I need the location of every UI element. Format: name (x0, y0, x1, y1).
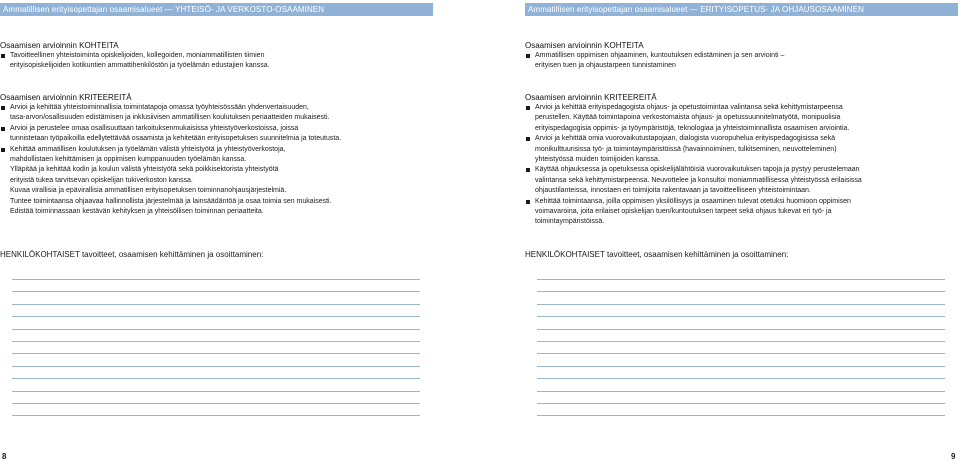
list-item-line: Käyttää ohjauksessa ja opetuksessa opiskelijälähtöisiä vuorovaikutuksen tapoja ja pystyy perustelemaan (535, 166, 860, 174)
right-kriteerit-list (525, 103, 957, 228)
list-item (0, 51, 432, 72)
right-page (525, 0, 960, 461)
right-hk-title: HENKILÖKOHTAISET tavoitteet, osaamisen kehittäminen ja osoittaminen: (525, 250, 789, 259)
right-kohteita-block (525, 40, 957, 72)
list-item-line: tasa-arvon/osallisuuden edistämisen ja inklusiivisen ammatillisen koulutuksen periaatteiden mukaisesti. (10, 114, 330, 122)
left-kohteita-title: Osaamisen arvioinnin KOHTEITA (0, 41, 119, 50)
list-item-line: erityispedagogisia oppimis- ja työympäristöjä, teknologiaa ja yhteistoiminnallista osaamisen arviointia. (535, 124, 850, 132)
left-page-number: 8 (2, 452, 7, 461)
right-kohteita-title: Osaamisen arvioinnin KOHTEITA (525, 41, 644, 50)
left-kriteerit-text: Edistää toiminnassaan kestävän kehityksen ja yhteisöllisen toiminnan periaatteita. (10, 208, 264, 216)
list-item-line: erityisen tuen ja ohjaustarpeen tunnistaminen (535, 62, 676, 70)
right-kriteerit-block (525, 92, 957, 228)
list-item-line: perustellen. Käyttää toimintapoina verkostomaista ohjaus- ja opetussuunnitelmatyötä, monipuolisia (535, 114, 841, 122)
list-item-line: yhteistyössä muiden toimijoiden kanssa. (535, 156, 660, 164)
left-kriteerit-text: erityistä tukea tarvitsevan opiskelijan tukiverkoston kanssa. (10, 176, 193, 184)
list-item-line: Kehittää toimintaansa, joilla oppimisen yksilöllisyys ja osaaminen tulevat otetuksi huomioon oppimisen (535, 197, 851, 205)
left-kriteerit-text: Ylläpitää ja kehittää kodin ja koulun välistä yhteistyötä sekä poikkisektorista yhteistyötä (10, 166, 279, 174)
list-item-line: toimintaympäristöissä. (535, 218, 605, 226)
list-item (525, 165, 957, 196)
list-item (525, 197, 957, 228)
left-kriteerit-text: Tuntee toimintaansa ohjaavaa hallinnollista järjestelmää ja lainsäädäntöä ja osaa toimia sen mukaisesti. (10, 197, 332, 205)
left-section-header: Ammatillisen erityisopettajan osaamisalueet — YHTEISÖ- JA VERKOSTO-OSAAMINEN (0, 3, 433, 16)
left-kohteita-list (0, 51, 432, 72)
list-item-line: ohjaustilanteissa, innostaen eri toimijoita rakentavaan ja tavoitteelliseen yhteistoimintaan. (535, 187, 811, 195)
list-item (525, 134, 957, 165)
list-item-line: Ammatillisen oppimisen ohjaaminen, kuntoutuksen edistäminen ja sen arviointi – (535, 52, 785, 59)
left-kriteerit-list (0, 103, 432, 165)
list-item-line: tunnistetaan työpaikoilla edellytettävää osaamista ja kehitetään erityisopetuksen suunnitelmia ja toteutusta. (10, 135, 342, 143)
left-kriteerit-text: Kuvaa virallisia ja epävirallisia ammatillisen erityisopetuksen toiminnanohjausjärjestelmiä. (10, 187, 287, 195)
left-kohteita-block (0, 40, 432, 72)
list-item (525, 51, 957, 72)
list-item-line: voimavaroina, joita erilaiset opiskelijan tuen/kuntoutuksen tarpeet sekä ohjaus tukevat eri työ- ja (535, 208, 832, 216)
list-item-line: Arvioi ja kehittää yhteistoiminnallisia toimintatapoja omassa työyhteisössään yhdenvertaisuuden, (10, 104, 309, 111)
right-kriteerit-title: Osaamisen arvioinnin KRITEEREITÄ (525, 93, 657, 102)
right-kohteita-list (525, 51, 957, 72)
list-item-line: Tavoitteellinen yhteistoiminta opiskelijoiden, kollegoiden, moniammatillisten tiimien (10, 52, 265, 59)
list-item-line: Kehittää ammatillisen koulutuksen ja työelämän välistä yhteistyötä ja yhteistyöverkostoja, (10, 145, 286, 153)
left-page (0, 0, 435, 461)
list-item-line: Arvioi ja perustelee omaa osallisuuttaan tarkoituksenmukaisissa yhteistyöverkostoissa, joissa (10, 124, 299, 132)
left-kriteerit-title: Osaamisen arvioinnin KRITEEREITÄ (0, 93, 132, 102)
list-item (0, 124, 432, 145)
right-writing-lines[interactable] (537, 279, 945, 428)
left-writing-lines[interactable] (12, 279, 420, 428)
left-kriteerit-block (0, 92, 432, 217)
list-item (0, 145, 432, 166)
list-item (525, 103, 957, 134)
list-item (0, 103, 432, 124)
left-hk-title: HENKILÖKOHTAISET tavoitteet, osaamisen kehittäminen ja osoittaminen: (0, 250, 264, 259)
list-item-line: monikulttuurisissa työ- ja toimintaympäristöissä (havainnoiminen, tulkitseminen, neuvotteleminen) (535, 145, 837, 153)
right-page-number: 9 (951, 452, 956, 461)
right-section-header: Ammatillisen erityisopettajan osaamisalueet — ERITYISOPETUS- JA OHJAUSOSAAMINEN (525, 3, 958, 16)
list-item-line: Arvioi ja kehittää omia vuorovaikutustapojaan, dialogista vuoropuhelua erityispedagogisissa sekä (535, 135, 836, 143)
list-item-line: valintansa sekä kehittymistarpeensa. Neuvottelee ja konsultoi moniammatillisessa yhteistyössä erilaisissa (535, 176, 862, 184)
list-item-line: Arvioi ja kehittää erityispedagogista ohjaus- ja opetustoimintaa valintansa sekä kehittymistarpeensa (535, 104, 843, 111)
list-item-line: mahdollistaen kehittämisen ja oppimisen kumppanuuden työelämän kanssa. (10, 156, 247, 164)
list-item-line: erityisopiskelijoiden kotikuntien ammattihenkilöstön ja työelämän edustajien kanssa. (10, 62, 270, 70)
